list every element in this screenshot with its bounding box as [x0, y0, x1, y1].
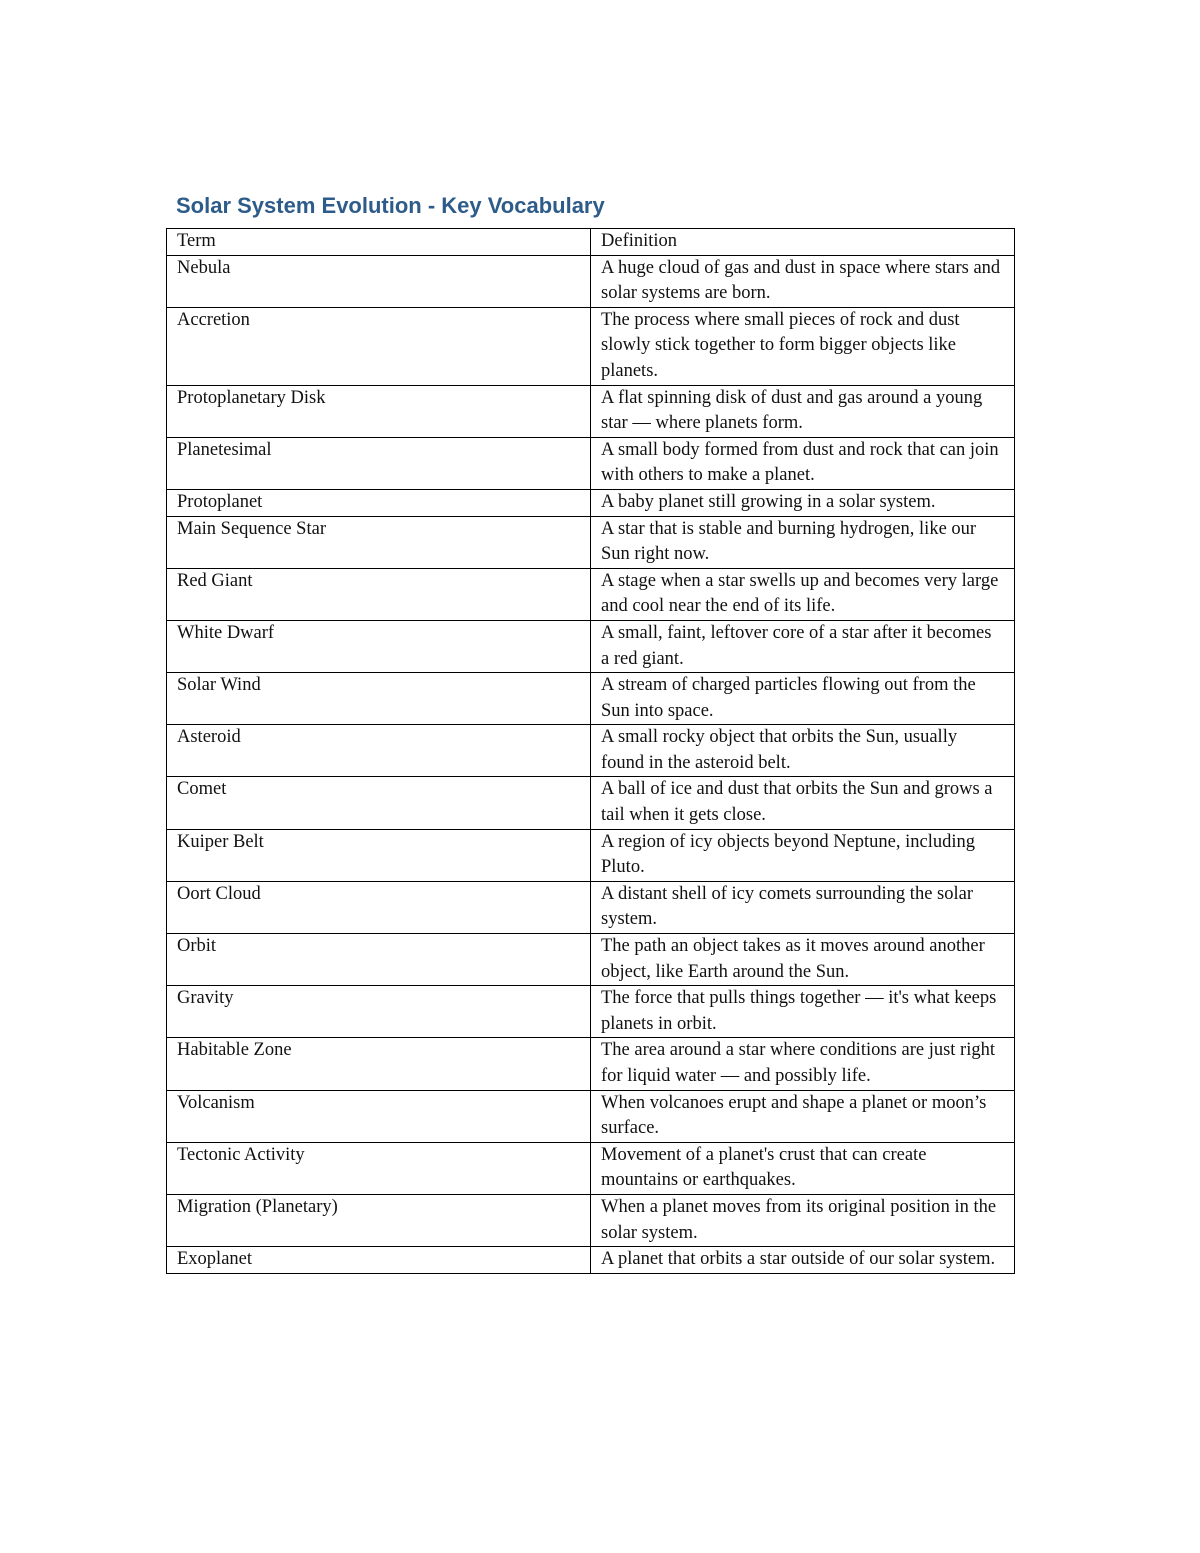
definition-cell: A small, faint, leftover core of a star after it becomes a red giant.	[591, 620, 1015, 672]
term-column-header: Term	[167, 229, 591, 256]
page-title: Solar System Evolution - Key Vocabulary	[176, 193, 605, 218]
term-cell: Migration (Planetary)	[167, 1194, 591, 1246]
vocabulary-table	[166, 228, 1015, 1274]
table-row	[167, 489, 1015, 516]
term-cell: Red Giant	[167, 568, 591, 620]
definition-cell: The process where small pieces of rock and dust slowly stick together to form bigger objects like planets.	[591, 307, 1015, 385]
definition-cell: A distant shell of icy comets surrounding the solar system.	[591, 881, 1015, 933]
definition-cell: A baby planet still growing in a solar system.	[591, 489, 1015, 516]
definition-cell: When volcanoes erupt and shape a planet or moon’s surface.	[591, 1090, 1015, 1142]
term-cell: White Dwarf	[167, 620, 591, 672]
definition-cell: A ball of ice and dust that orbits the Sun and grows a tail when it gets close.	[591, 777, 1015, 829]
term-cell: Volcanism	[167, 1090, 591, 1142]
term-cell: Comet	[167, 777, 591, 829]
definition-cell: A small body formed from dust and rock that can join with others to make a planet.	[591, 437, 1015, 489]
definition-cell: A huge cloud of gas and dust in space where stars and solar systems are born.	[591, 255, 1015, 307]
term-cell: Tectonic Activity	[167, 1142, 591, 1194]
definition-cell: Movement of a planet's crust that can create mountains or earthquakes.	[591, 1142, 1015, 1194]
table-row	[167, 934, 1015, 986]
definition-cell: The area around a star where conditions are just right for liquid water — and possibly life.	[591, 1038, 1015, 1090]
table-row	[167, 777, 1015, 829]
definition-column-header: Definition	[591, 229, 1015, 256]
term-cell: Planetesimal	[167, 437, 591, 489]
term-cell: Accretion	[167, 307, 591, 385]
term-cell: Asteroid	[167, 725, 591, 777]
table-row	[167, 1038, 1015, 1090]
table-row	[167, 673, 1015, 725]
definition-cell: A planet that orbits a star outside of our solar system.	[591, 1247, 1015, 1274]
definition-cell: A region of icy objects beyond Neptune, including Pluto.	[591, 829, 1015, 881]
definition-cell: The path an object takes as it moves around another object, like Earth around the Sun.	[591, 934, 1015, 986]
table-body	[167, 255, 1015, 1273]
table-row	[167, 307, 1015, 385]
table-row	[167, 1247, 1015, 1274]
table-row	[167, 829, 1015, 881]
definition-cell: A star that is stable and burning hydrogen, like our Sun right now.	[591, 516, 1015, 568]
definition-cell: A stage when a star swells up and becomes very large and cool near the end of its life.	[591, 568, 1015, 620]
term-cell: Habitable Zone	[167, 1038, 591, 1090]
table-row	[167, 1142, 1015, 1194]
table-row	[167, 1194, 1015, 1246]
table-row	[167, 725, 1015, 777]
table-row	[167, 568, 1015, 620]
table-row	[167, 255, 1015, 307]
table-row	[167, 986, 1015, 1038]
table-header-row	[167, 229, 1015, 256]
table-row	[167, 385, 1015, 437]
term-cell: Orbit	[167, 934, 591, 986]
table-row	[167, 881, 1015, 933]
table-row	[167, 437, 1015, 489]
term-cell: Kuiper Belt	[167, 829, 591, 881]
term-cell: Protoplanetary Disk	[167, 385, 591, 437]
table-row	[167, 620, 1015, 672]
term-cell: Exoplanet	[167, 1247, 591, 1274]
term-cell: Protoplanet	[167, 489, 591, 516]
term-cell: Oort Cloud	[167, 881, 591, 933]
definition-cell: When a planet moves from its original position in the solar system.	[591, 1194, 1015, 1246]
term-cell: Main Sequence Star	[167, 516, 591, 568]
table-row	[167, 1090, 1015, 1142]
term-cell: Nebula	[167, 255, 591, 307]
definition-cell: A flat spinning disk of dust and gas around a young star — where planets form.	[591, 385, 1015, 437]
term-cell: Gravity	[167, 986, 591, 1038]
definition-cell: The force that pulls things together — it's what keeps planets in orbit.	[591, 986, 1015, 1038]
term-cell: Solar Wind	[167, 673, 591, 725]
definition-cell: A stream of charged particles flowing out from the Sun into space.	[591, 673, 1015, 725]
definition-cell: A small rocky object that orbits the Sun, usually found in the asteroid belt.	[591, 725, 1015, 777]
table-row	[167, 516, 1015, 568]
